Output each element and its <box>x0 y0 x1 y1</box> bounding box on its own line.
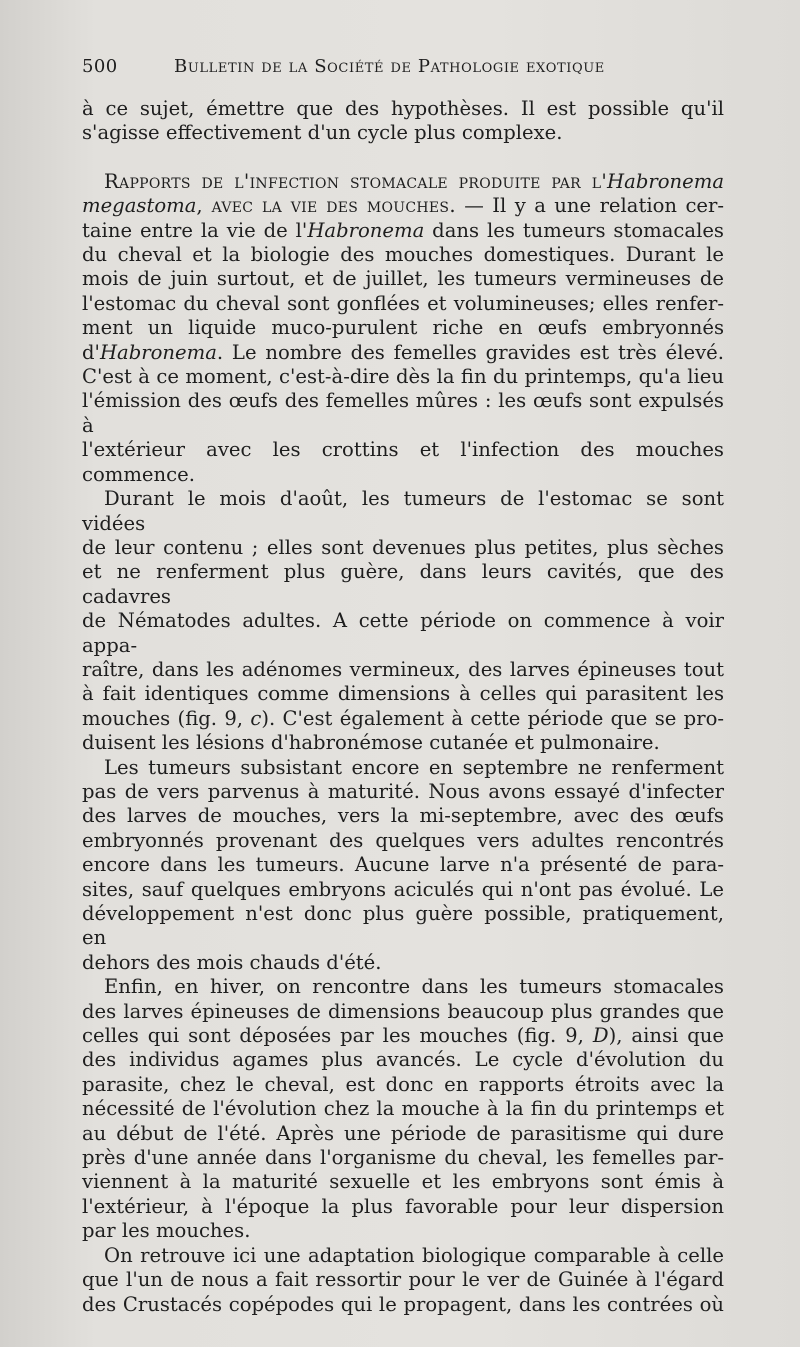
text-line: mois de juin surtout, et de juillet, les tumeurs vermineuses de <box>82 267 724 291</box>
text-line: parasite, chez le cheval, est donc en rapports étroits avec la <box>82 1072 724 1096</box>
section-heading: Rapports de l'infection stomacale produite par l' <box>104 169 608 193</box>
text-line: viennent à la maturité sexuelle et les embryons sont émis à <box>82 1170 724 1194</box>
text-line: embryonnés provenant des quelques vers adultes rencontrés <box>82 828 724 852</box>
text-line: celles qui sont déposées par les mouches (fig. 9, D), ainsi que <box>82 1024 724 1048</box>
text-line: taine entre la vie de l'Habronema dans les tumeurs stomacales <box>82 218 724 242</box>
text-line: duisent les lésions d'habronémose cutanée et pulmonaire. <box>82 731 660 755</box>
text-line: Durant le mois d'août, les tumeurs de l'estomac se sont vidées <box>82 487 724 535</box>
text-line: Les tumeurs subsistant encore en septembre ne renferment <box>104 755 724 779</box>
section-heading: , avec la vie des mouches. <box>196 194 456 218</box>
text-line: megastoma, avec la vie des mouches. — Il y a une relation cer- <box>82 194 725 218</box>
figure-reference: D <box>592 1024 609 1048</box>
text-line: mouches (fig. 9, c). C'est également à cette période que se pro- <box>82 706 724 730</box>
text-line: l'estomac du cheval sont gonflées et volumineuses; elles renfer- <box>82 291 724 315</box>
text-line: développement n'est donc plus guère possible, pratiquement, en <box>82 902 724 950</box>
text-line: Enfin, en hiver, on rencontre dans les tumeurs stomacales <box>104 975 724 999</box>
text-line: à ce sujet, émettre que des hypothèses. Il est possible qu'il <box>82 97 724 120</box>
species-name: megastoma <box>82 194 197 218</box>
text-line: des larves de mouches, vers la mi-septembre, avec des œufs <box>82 804 724 828</box>
text-line: raître, dans les adénomes vermineux, des larves épineuses tout <box>82 657 724 681</box>
body-text <box>82 97 724 1317</box>
text-line: pas de vers parvenus à maturité. Nous avons essayé d'infecter <box>82 779 724 803</box>
section-heading-line <box>82 170 724 194</box>
species-name: Habronema <box>99 340 217 364</box>
text-line: des Crustacés copépodes qui le propagent, dans les contrées où <box>82 1292 724 1316</box>
text-line: à fait identiques comme dimensions à celles qui parasitent les <box>82 682 724 706</box>
text-line: l'extérieur avec les crottins et l'infection des mouches commence. <box>82 438 724 486</box>
running-title: Bulletin de la Société de Pathologie exotique <box>174 56 605 77</box>
text-line: que l'un de nous a fait ressortir pour le ver de Guinée à l'égard <box>82 1268 724 1292</box>
text-line: du cheval et la biologie des mouches domestiques. Durant le <box>82 243 724 267</box>
figure-reference: c <box>250 706 262 730</box>
text-line: au début de l'été. Après une période de parasitisme qui dure <box>82 1121 724 1145</box>
text-line: nécessité de l'évolution chez la mouche à la fin du printemps et <box>82 1097 724 1121</box>
text-line: ment un liquide muco-purulent riche en œufs embryonnés <box>82 316 724 340</box>
text-line: encore dans les tumeurs. Aucune larve n'a présenté de para- <box>82 853 724 877</box>
text-line: et ne renferment plus guère, dans leurs cavités, que des cadavres <box>82 560 724 608</box>
text-line: d'Habronema. Le nombre des femelles gravides est très élevé. <box>82 340 724 364</box>
species-name: Habronema <box>307 218 425 242</box>
text-line: des larves épineuses de dimensions beaucoup plus grandes que <box>82 999 724 1023</box>
text-line: des individus agames plus avancés. Le cycle d'évolution du <box>82 1048 724 1072</box>
text-line: sites, sauf quelques embryons aciculés qui n'ont pas évolué. Le <box>82 877 724 901</box>
running-header <box>82 56 732 86</box>
text-line: près d'une année dans l'organisme du cheval, les femelles par- <box>82 1146 724 1170</box>
text-line: dehors des mois chauds d'été. <box>82 950 382 974</box>
page-number: 500 <box>82 56 118 77</box>
text-line: l'extérieur, à l'époque la plus favorable pour leur dispersion <box>82 1194 724 1218</box>
text-line: l'émission des œufs des femelles mûres : les œufs sont expulsés à <box>82 389 724 437</box>
text-line: C'est à ce moment, c'est-à-dire dès la fin du printemps, qu'a lieu <box>82 365 724 389</box>
text-line: s'agisse effectivement d'un cycle plus complexe. <box>82 121 563 145</box>
species-name: Habronema <box>607 169 724 193</box>
text-line: de Nématodes adultes. A cette période on commence à voir appa- <box>82 609 724 657</box>
text-line: par les mouches. <box>82 1219 251 1243</box>
text-line: de leur contenu ; elles sont devenues plus petites, plus sèches <box>82 535 724 559</box>
text-line: On retrouve ici une adaptation biologique comparable à celle <box>104 1243 724 1267</box>
